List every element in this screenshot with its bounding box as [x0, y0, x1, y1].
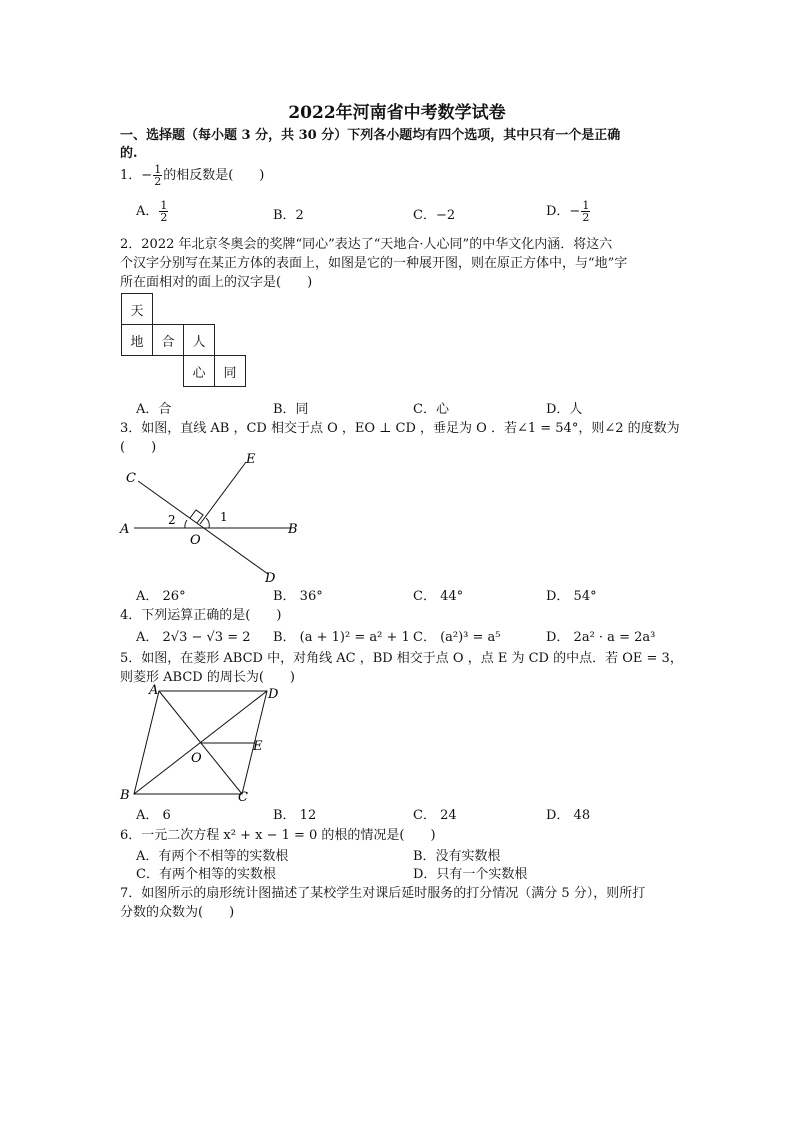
- q3-option-b: B． 36°: [273, 589, 323, 604]
- q5-option-a: A． 6: [136, 808, 171, 823]
- q2-line3: 所在面相对的面上的汉字是( ): [120, 275, 313, 290]
- q5-line2: 则菱形 ABCD 的周长为( ): [120, 670, 295, 685]
- net-face-xin: 心: [184, 356, 215, 387]
- q1-minus: −: [141, 168, 153, 183]
- q4-line1: 4．下列运算正确的是( ): [120, 608, 282, 623]
- q1-option-d: D．− $\frac{1}{2}$: [546, 199, 590, 224]
- q3-line2: ( ): [120, 440, 157, 455]
- q1-number: 1．: [120, 168, 142, 183]
- intersecting-lines-figure: [110, 448, 310, 586]
- q4-option-a: A． 2√3 − √3 = 2: [136, 630, 251, 645]
- label-d: D: [265, 571, 276, 586]
- net-face-ren: 人: [184, 325, 215, 356]
- q7-line1: 7．如图所示的扇形统计图描述了某校学生对课后延时服务的打分情况（满分 5 分），则所打: [120, 886, 646, 901]
- q5-option-c: C． 24: [413, 808, 457, 823]
- angle-1-arc: [206, 518, 209, 528]
- q3-line1: 3．如图，直线 AB ，CD 相交于点 O ，EO ⊥ CD ，垂足为 O ．若∠1 = 54°，则∠2 的度数为: [120, 421, 680, 436]
- q5-line1: 5．如图，在菱形 ABCD 中，对角线 AC ，BD 相交于点 O ，点 E 为 CD 的中点．若 OE = 3，: [120, 651, 683, 666]
- net-face-di: 地: [122, 325, 153, 356]
- q7-line2: 分数的众数为( ): [120, 905, 235, 920]
- q3-option-c: C． 44°: [413, 589, 464, 604]
- q2-option-d: D．人: [546, 402, 583, 417]
- label-c: C: [238, 790, 248, 804]
- net-face-he: 合: [153, 325, 184, 356]
- q5-option-b: B． 12: [273, 808, 317, 823]
- net-face-tian: 天: [122, 294, 153, 325]
- q1-option-c: C．−2: [413, 208, 456, 223]
- q3-option-d: D． 54°: [546, 589, 597, 604]
- q6-option-a: A．有两个不相等的实数根: [136, 849, 289, 864]
- label-b: B: [288, 522, 298, 537]
- question-1: [120, 164, 264, 187]
- q2-option-a: A．合: [136, 402, 172, 417]
- q6-option-b: B．没有实数根: [413, 849, 501, 864]
- rhombus-figure: [115, 682, 295, 804]
- label-c: C: [126, 471, 136, 486]
- section1-heading-cont: 的.: [120, 146, 138, 161]
- q4-option-b: B． (a + 1)² = a² + 1: [273, 630, 410, 645]
- q2-line2: 个汉字分别写在某正方体的表面上，如图是它的一种展开图，则在原正方体中，与“地”字: [120, 256, 628, 271]
- q2-option-c: C．心: [413, 402, 449, 417]
- q4-option-c: C． (a²)³ = a⁵: [413, 630, 501, 645]
- label-angle-1: 1: [220, 510, 228, 524]
- label-d: D: [268, 687, 279, 702]
- page-title: 2022年河南省中考数学试卷: [288, 103, 506, 123]
- q1-fraction: $\frac{1}{2}$: [154, 163, 162, 188]
- right-angle-mark: [190, 510, 203, 523]
- q5-option-d: D． 48: [546, 808, 591, 823]
- q6-line1: 6．一元二次方程 x² + x − 1 = 0 的根的情况是( ): [120, 828, 436, 843]
- q1-option-b: B．2: [273, 208, 304, 223]
- q1-text: 的相反数是( ): [163, 168, 265, 183]
- q2-option-b: B．同: [273, 402, 309, 417]
- q4-option-d: D． 2a² · a = 2a³: [546, 630, 656, 645]
- cube-net-figure: [121, 293, 246, 387]
- q6-option-d: D．只有一个实数根: [413, 867, 528, 882]
- net-face-tong: 同: [215, 356, 246, 387]
- label-e: E: [253, 739, 263, 754]
- section1-heading: 一、选择题（每小题 3 分，共 30 分）下列各小题均有四个选项，其中只有一个是正确: [120, 128, 621, 143]
- label-e: E: [246, 452, 256, 467]
- label-a: A: [120, 522, 130, 537]
- q2-line1: 2．2022 年北京冬奥会的奖牌“同心”表达了“天地合·人心同”的中华文化内涵．将这六: [120, 237, 613, 252]
- angle-2-arc: [185, 520, 187, 528]
- label-angle-2: 2: [168, 513, 176, 527]
- label-o: O: [191, 751, 202, 766]
- q3-option-a: A． 26°: [136, 589, 186, 604]
- q1-option-a: A． $\frac{1}{2}$: [136, 199, 168, 224]
- q6-option-c: C．有两个相等的实数根: [136, 867, 276, 882]
- label-o: O: [190, 533, 201, 548]
- label-a: A: [149, 683, 159, 698]
- label-b: B: [120, 788, 130, 803]
